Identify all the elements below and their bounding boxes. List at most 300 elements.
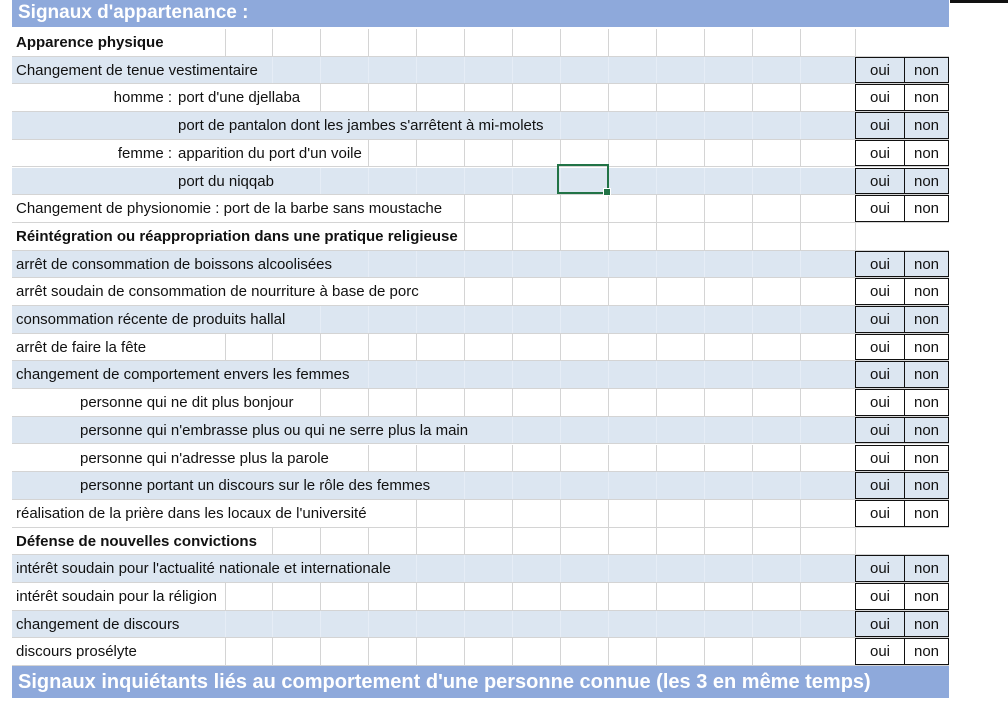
non-cell[interactable]: non (904, 611, 949, 638)
non-cell[interactable]: non (904, 583, 949, 610)
cell-gridline (560, 251, 561, 278)
cell-gridline (512, 417, 513, 444)
cell-gridline (656, 278, 657, 305)
cell-gridline (704, 195, 705, 222)
cell-gridline (416, 29, 417, 56)
cell-gridline (560, 528, 561, 555)
cell-gridline (608, 361, 609, 388)
cell-gridline (752, 251, 753, 278)
cell-gridline (704, 334, 705, 361)
cell-gridline (656, 223, 657, 250)
cell-gridline (800, 638, 801, 665)
table-row[interactable] (12, 611, 949, 639)
cell-gridline (656, 140, 657, 167)
cell-gridline (512, 528, 513, 555)
cell-gridline (800, 555, 801, 582)
cell-gridline (560, 306, 561, 333)
cell-gridline (855, 223, 856, 250)
cell-gridline (656, 57, 657, 84)
row-label: personne portant un discours sur le rôle des femmes (76, 472, 436, 499)
row-label: arrêt soudain de consommation de nourriture à base de porc (12, 278, 425, 305)
cell-gridline (512, 583, 513, 610)
cell-gridline (560, 223, 561, 250)
cell-gridline (225, 583, 226, 610)
cell-gridline (320, 334, 321, 361)
cell-gridline (800, 168, 801, 195)
cell-gridline (416, 361, 417, 388)
cell-gridline (656, 29, 657, 56)
cell-gridline (608, 29, 609, 56)
cell-gridline (608, 445, 609, 472)
oui-cell[interactable]: oui (855, 361, 905, 388)
non-cell[interactable]: non (904, 195, 949, 222)
cell-gridline (752, 555, 753, 582)
cell-gridline (704, 472, 705, 499)
cell-gridline (320, 389, 321, 416)
cell-gridline (464, 583, 465, 610)
cell-gridline (464, 251, 465, 278)
cell-gridline (800, 306, 801, 333)
table-row[interactable] (12, 57, 949, 85)
cell-gridline (464, 84, 465, 111)
cell-gridline (656, 472, 657, 499)
cell-gridline (704, 306, 705, 333)
cell-gridline (608, 112, 609, 139)
non-cell[interactable]: non (904, 389, 949, 416)
cell-gridline (368, 611, 369, 638)
non-cell[interactable]: non (904, 445, 949, 472)
non-cell[interactable]: non (904, 638, 949, 665)
cell-gridline (800, 278, 801, 305)
cell-gridline (560, 389, 561, 416)
cell-gridline (608, 528, 609, 555)
cell-gridline (512, 361, 513, 388)
row-label: personne qui ne dit plus bonjour (76, 389, 300, 416)
cell-gridline (752, 195, 753, 222)
cell-gridline (464, 29, 465, 56)
oui-cell[interactable]: oui (855, 638, 905, 665)
oui-cell[interactable]: oui (855, 140, 905, 167)
section-subheading: Défense de nouvelles convictions (12, 528, 263, 555)
table-row[interactable] (12, 84, 949, 112)
cell-gridline (560, 361, 561, 388)
oui-cell[interactable]: oui (855, 306, 905, 333)
cell-gridline (752, 278, 753, 305)
oui-cell[interactable]: oui (855, 168, 905, 195)
cell-gridline (512, 195, 513, 222)
cell-gridline (752, 445, 753, 472)
cell-gridline (464, 140, 465, 167)
cell-gridline (512, 278, 513, 305)
table-row[interactable] (12, 555, 949, 583)
cell-gridline (608, 223, 609, 250)
row-label: port d'une djellaba (174, 84, 306, 111)
cell-gridline (368, 140, 369, 167)
section-header-inquietants[interactable]: Signaux inquiétants liés au comportement d'une personne connue (les 3 en même temps) (12, 666, 949, 698)
cell-gridline (656, 251, 657, 278)
cell-gridline (416, 168, 417, 195)
cell-gridline (704, 112, 705, 139)
cell-gridline (608, 638, 609, 665)
cell-gridline (560, 417, 561, 444)
cell-gridline (608, 140, 609, 167)
cell-gridline (512, 84, 513, 111)
non-cell[interactable]: non (904, 168, 949, 195)
table-row[interactable] (12, 29, 949, 57)
row-label: arrêt de faire la fête (12, 334, 152, 361)
cell-gridline (656, 500, 657, 527)
non-cell[interactable]: non (904, 334, 949, 361)
non-cell[interactable]: non (904, 251, 949, 278)
row-label: consommation récente de produits hallal (12, 306, 291, 333)
oui-cell[interactable]: oui (855, 389, 905, 416)
cell-gridline (512, 334, 513, 361)
cell-gridline (656, 84, 657, 111)
table-row[interactable] (12, 168, 949, 196)
cell-gridline (752, 29, 753, 56)
cell-gridline (800, 57, 801, 84)
cell-gridline (656, 445, 657, 472)
table-row[interactable] (12, 278, 949, 306)
cell-gridline (656, 611, 657, 638)
cell-gridline (416, 57, 417, 84)
cell-gridline (272, 528, 273, 555)
row-label: intérêt soudain pour la réligion (12, 583, 223, 610)
cell-gridline (320, 84, 321, 111)
row-label: port de pantalon dont les jambes s'arrêtent à mi-molets (174, 112, 550, 139)
table-row[interactable] (12, 306, 949, 334)
cell-gridline (704, 445, 705, 472)
cell-gridline (752, 389, 753, 416)
cell-gridline (752, 84, 753, 111)
cell-gridline (656, 361, 657, 388)
cell-gridline (560, 278, 561, 305)
table-row[interactable] (12, 361, 949, 389)
cell-gridline (752, 57, 753, 84)
cell-gridline (225, 638, 226, 665)
row-label: changement de comportement envers les femmes (12, 361, 356, 388)
cell-gridline (320, 638, 321, 665)
cell-gridline (560, 611, 561, 638)
cell-gridline (656, 528, 657, 555)
cell-gridline (368, 361, 369, 388)
cell-gridline (608, 417, 609, 444)
cell-gridline (512, 638, 513, 665)
cell-gridline (704, 417, 705, 444)
cell-gridline (855, 528, 856, 555)
cell-gridline (608, 278, 609, 305)
row-label: Changement de physionomie : port de la barbe sans moustache (12, 195, 448, 222)
cell-gridline (800, 472, 801, 499)
cell-gridline (704, 500, 705, 527)
table-row[interactable] (12, 251, 949, 279)
oui-cell[interactable]: oui (855, 500, 905, 527)
cell-gridline (368, 389, 369, 416)
cell-gridline (608, 500, 609, 527)
cell-gridline (752, 140, 753, 167)
cell-gridline (416, 611, 417, 638)
oui-cell[interactable]: oui (855, 611, 905, 638)
cell-gridline (704, 555, 705, 582)
cell-gridline (560, 112, 561, 139)
cell-gridline (704, 84, 705, 111)
table-row[interactable] (12, 195, 949, 223)
cell-gridline (560, 555, 561, 582)
cell-gridline (560, 84, 561, 111)
cell-gridline (272, 583, 273, 610)
row-prefix-label: femme : (117, 144, 172, 162)
oui-cell[interactable]: oui (855, 555, 905, 582)
non-cell[interactable]: non (904, 361, 949, 388)
cell-gridline (464, 223, 465, 250)
cell-gridline (512, 29, 513, 56)
cell-gridline (560, 472, 561, 499)
section-subheading: Apparence physique (12, 29, 170, 56)
cell-gridline (464, 555, 465, 582)
cell-gridline (368, 638, 369, 665)
cell-gridline (512, 140, 513, 167)
cell-gridline (320, 528, 321, 555)
row-prefix-label: homme : (113, 89, 172, 107)
table-row[interactable] (12, 528, 949, 556)
cell-gridline (464, 195, 465, 222)
table-row[interactable] (12, 472, 949, 500)
cell-gridline (704, 611, 705, 638)
cell-gridline (800, 583, 801, 610)
cell-gridline (752, 334, 753, 361)
cell-gridline (752, 223, 753, 250)
cell-gridline (512, 57, 513, 84)
cell-gridline (800, 500, 801, 527)
cell-gridline (608, 334, 609, 361)
non-cell[interactable]: non (904, 84, 949, 111)
cell-gridline (225, 334, 226, 361)
cell-gridline (704, 57, 705, 84)
oui-cell[interactable]: oui (855, 251, 905, 278)
oui-cell[interactable]: oui (855, 84, 905, 111)
cell-gridline (560, 500, 561, 527)
cell-gridline (464, 445, 465, 472)
cell-gridline (560, 583, 561, 610)
cell-gridline (368, 251, 369, 278)
cell-gridline (416, 389, 417, 416)
cell-gridline (320, 29, 321, 56)
non-cell[interactable]: non (904, 112, 949, 139)
cell-gridline (416, 528, 417, 555)
table-row[interactable] (12, 445, 949, 473)
cell-gridline (464, 278, 465, 305)
cell-gridline (656, 334, 657, 361)
cell-gridline (512, 251, 513, 278)
oui-cell[interactable]: oui (855, 112, 905, 139)
cell-gridline (752, 472, 753, 499)
table-row[interactable] (12, 583, 949, 611)
cell-gridline (416, 140, 417, 167)
cell-gridline (560, 29, 561, 56)
cell-gridline (704, 168, 705, 195)
cell-gridline (368, 29, 369, 56)
cell-gridline (512, 555, 513, 582)
cell-gridline (320, 168, 321, 195)
cell-gridline (320, 611, 321, 638)
cell-gridline (512, 472, 513, 499)
oui-cell[interactable]: oui (855, 445, 905, 472)
cell-gridline (512, 168, 513, 195)
cell-gridline (800, 445, 801, 472)
table-row[interactable] (12, 389, 949, 417)
table-row[interactable] (12, 223, 949, 251)
table-row[interactable] (12, 112, 949, 140)
cell-gridline (416, 500, 417, 527)
cell-gridline (464, 528, 465, 555)
cell-gridline (704, 251, 705, 278)
cell-gridline (752, 583, 753, 610)
cell-gridline (752, 306, 753, 333)
cell-gridline (416, 334, 417, 361)
selected-cell-cursor[interactable] (557, 164, 609, 194)
cell-gridline (656, 638, 657, 665)
non-cell[interactable]: non (904, 140, 949, 167)
row-label: arrêt de consommation de boissons alcoolisées (12, 251, 338, 278)
cell-gridline (512, 306, 513, 333)
cell-gridline (752, 611, 753, 638)
row-label: port du niqqab (174, 168, 280, 195)
oui-cell[interactable]: oui (855, 472, 905, 499)
cell-gridline (656, 168, 657, 195)
oui-cell[interactable]: oui (855, 417, 905, 444)
cell-gridline (560, 140, 561, 167)
cell-gridline (368, 445, 369, 472)
row-label: Changement de tenue vestimentaire (12, 57, 264, 84)
section-header-appartenance[interactable]: Signaux d'appartenance : (12, 0, 949, 27)
cell-gridline (800, 29, 801, 56)
cell-gridline (752, 417, 753, 444)
table-row[interactable] (12, 334, 949, 362)
non-cell[interactable]: non (904, 278, 949, 305)
cell-gridline (416, 555, 417, 582)
row-label: changement de discours (12, 611, 185, 638)
non-cell[interactable]: non (904, 555, 949, 582)
cell-gridline (320, 583, 321, 610)
cell-gridline (464, 168, 465, 195)
row-label: discours prosélyte (12, 638, 143, 665)
cell-gridline (656, 583, 657, 610)
cell-gridline (416, 445, 417, 472)
cell-gridline (368, 334, 369, 361)
cell-gridline (752, 168, 753, 195)
cell-gridline (464, 611, 465, 638)
cell-gridline (800, 417, 801, 444)
non-cell[interactable]: non (904, 57, 949, 84)
cell-gridline (855, 29, 856, 56)
non-cell[interactable]: non (904, 417, 949, 444)
cell-gridline (752, 638, 753, 665)
cell-gridline (656, 417, 657, 444)
non-cell[interactable]: non (904, 306, 949, 333)
cell-gridline (752, 112, 753, 139)
section-subheading: Réintégration ou réappropriation dans une pratique religieuse (12, 223, 464, 250)
cell-gridline (225, 611, 226, 638)
fill-handle[interactable] (603, 188, 611, 196)
row-label: apparition du port d'un voile (174, 140, 368, 167)
oui-cell[interactable]: oui (855, 57, 905, 84)
row-label: personne qui n'embrasse plus ou qui ne serre plus la main (76, 417, 474, 444)
cell-gridline (608, 583, 609, 610)
cell-gridline (512, 611, 513, 638)
table-row[interactable] (12, 417, 949, 445)
non-cell[interactable]: non (904, 500, 949, 527)
cell-gridline (800, 223, 801, 250)
oui-cell[interactable]: oui (855, 583, 905, 610)
oui-cell[interactable]: oui (855, 195, 905, 222)
cell-gridline (560, 445, 561, 472)
cell-gridline (464, 500, 465, 527)
cell-gridline (752, 528, 753, 555)
cell-gridline (512, 223, 513, 250)
cell-gridline (608, 306, 609, 333)
cell-gridline (608, 555, 609, 582)
cell-gridline (704, 638, 705, 665)
cell-gridline (704, 361, 705, 388)
cell-gridline (608, 195, 609, 222)
cell-gridline (560, 57, 561, 84)
cell-gridline (416, 251, 417, 278)
cell-gridline (752, 500, 753, 527)
non-cell[interactable]: non (904, 472, 949, 499)
cell-gridline (368, 306, 369, 333)
cell-gridline (512, 389, 513, 416)
cell-gridline (704, 140, 705, 167)
table-row[interactable] (12, 500, 949, 528)
cell-gridline (656, 306, 657, 333)
cell-gridline (800, 528, 801, 555)
cell-gridline (704, 389, 705, 416)
cell-gridline (704, 223, 705, 250)
cell-gridline (704, 29, 705, 56)
cell-gridline (800, 389, 801, 416)
cell-gridline (560, 334, 561, 361)
cell-gridline (800, 251, 801, 278)
cell-gridline (464, 638, 465, 665)
oui-cell[interactable]: oui (855, 334, 905, 361)
row-label: intérêt soudain pour l'actualité nationale et internationale (12, 555, 397, 582)
oui-cell[interactable]: oui (855, 278, 905, 305)
cell-gridline (464, 389, 465, 416)
cell-gridline (368, 528, 369, 555)
cell-gridline (560, 195, 561, 222)
table-row[interactable] (12, 638, 949, 666)
row-label: personne qui n'adresse plus la parole (76, 445, 335, 472)
cell-gridline (704, 528, 705, 555)
cell-gridline (368, 168, 369, 195)
cell-gridline (368, 583, 369, 610)
cell-gridline (272, 638, 273, 665)
cell-gridline (656, 389, 657, 416)
cell-gridline (800, 611, 801, 638)
cell-gridline (608, 84, 609, 111)
cell-gridline (800, 112, 801, 139)
cell-gridline (225, 29, 226, 56)
cell-gridline (464, 361, 465, 388)
cell-gridline (800, 84, 801, 111)
cell-gridline (416, 84, 417, 111)
cell-gridline (800, 334, 801, 361)
table-row[interactable] (12, 140, 949, 168)
cell-gridline (800, 361, 801, 388)
cell-gridline (608, 57, 609, 84)
cell-gridline (272, 611, 273, 638)
cell-gridline (800, 140, 801, 167)
